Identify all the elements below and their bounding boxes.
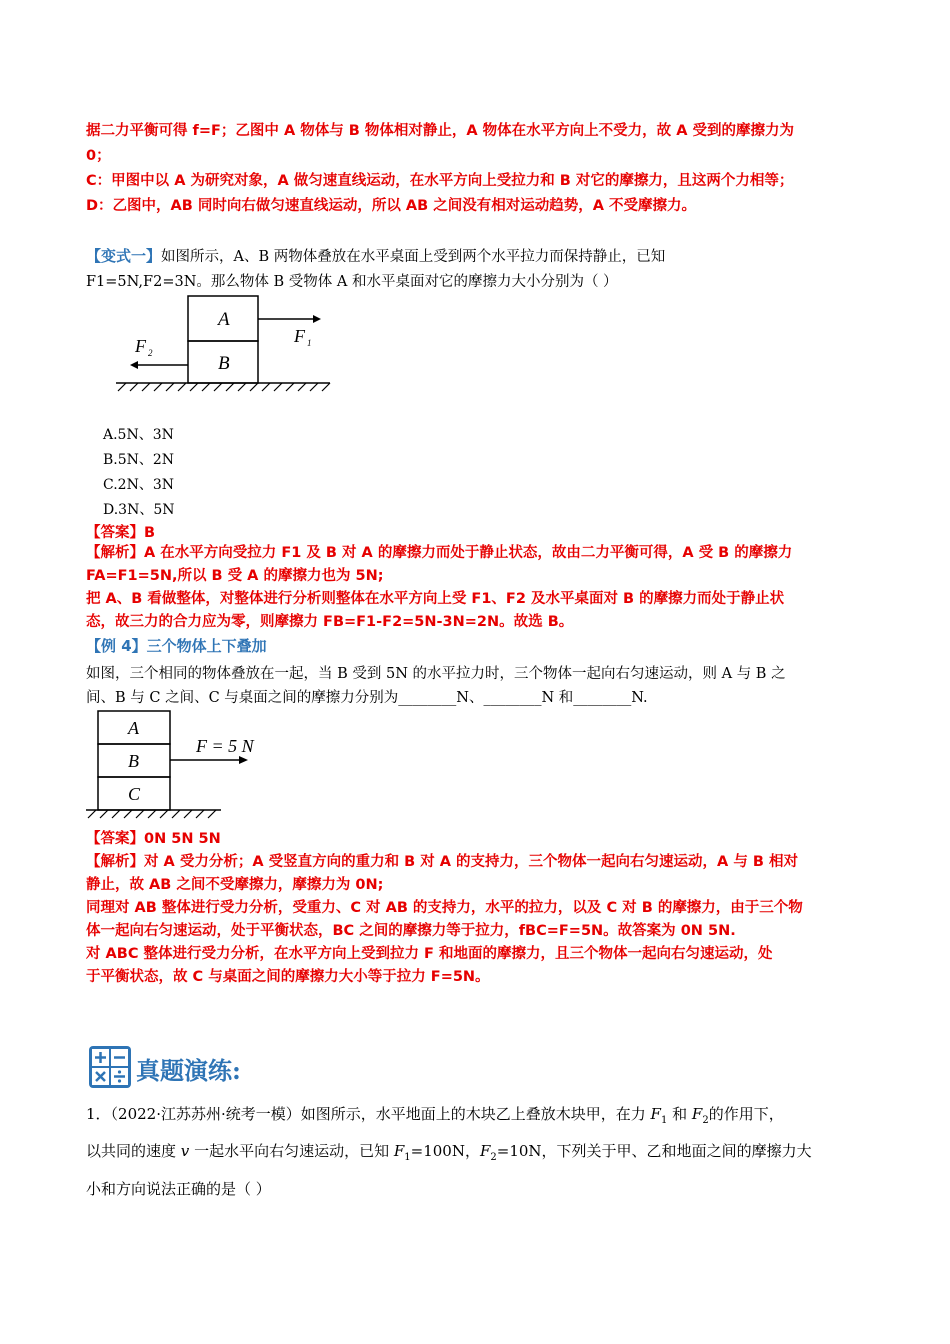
stack-a-label: A xyxy=(128,718,139,738)
example4-analysis-6: 于平衡状态，故 C 与桌面之间的摩擦力大小等于拉力 F=5N。 xyxy=(86,969,490,985)
example4-analysis-1: 【解析】对 A 受力分析；A 受竖直方向的重力和 B 对 A 的支持力，三个物体一起向右匀速运动，A 与 B 相对 xyxy=(86,854,798,870)
variant1-analysis-3: 把 A、B 看做整体，对整体进行分析则整体在水平方向上受 F1、F2 及水平桌面对 B 的摩擦力而处于静止状 xyxy=(86,591,785,607)
stack-b-label: B xyxy=(128,751,139,771)
option-b: B.5N、2N xyxy=(103,452,175,468)
f1-arrowhead xyxy=(313,315,321,323)
example4-figure xyxy=(86,708,266,826)
f2-sub: 2 xyxy=(148,348,153,358)
q1-f2: F xyxy=(691,1105,703,1123)
variant1-line1: 如图所示，A、B 两物体叠放在水平桌面上受到两个水平拉力而保持静止，已知 xyxy=(161,249,666,265)
ground-hatch xyxy=(118,383,330,391)
block-b-label: B xyxy=(218,353,230,374)
q1-text-f: =100N， xyxy=(410,1142,480,1160)
option-c: C.2N、3N xyxy=(103,477,174,493)
example4-analysis-2: 静止，故 AB 之间不受摩擦力，摩擦力为 0N; xyxy=(86,877,384,893)
q1-text-g: =10N，下列关于甲、乙和地面之间的摩擦力大 xyxy=(496,1142,812,1160)
variant1-analysis-2: FA=F1=5N,所以 B 受 A 的摩擦力也为 5N; xyxy=(86,568,384,584)
f1-label: F xyxy=(294,326,305,346)
q1-v: v xyxy=(180,1142,190,1160)
question1-line3: 小和方向说法正确的是（ ） xyxy=(86,1180,271,1198)
q1-text-d: 以共同的速度 xyxy=(86,1142,177,1160)
variant1-figure xyxy=(108,292,348,392)
top-line-3: C：甲图中以 A 为研究对象，A 做匀速直线运动，在水平方向上受拉力和 B 对它的摩擦力，且这两个力相等； xyxy=(86,173,794,189)
q1-text-c: 的作用下， xyxy=(708,1105,784,1123)
example4-tag: 【例 4】三个物体上下叠加 xyxy=(86,637,267,655)
example4-line1: 如图，三个相同的物体叠放在一起，当 B 受到 5N 的水平拉力时，三个物体一起向右匀速运动，则 A 与 B 之 xyxy=(86,666,786,682)
q1-text-e: 一起水平向右匀速运动，已知 xyxy=(194,1142,390,1160)
variant1-tag: 【变式一】 xyxy=(86,247,162,265)
q1-f1-sub: 1 xyxy=(660,1115,668,1126)
stack-c-label: C xyxy=(128,784,141,804)
q1-text-a: 1．（2022·江苏苏州·统考一模）如图所示，水平地面上的木块乙上叠放木块甲，在力 xyxy=(86,1105,646,1123)
question1-line1 xyxy=(86,1103,784,1126)
variant1-answer: 【答案】B xyxy=(86,525,156,541)
example4-line2: 间、B 与 C 之间、C 与桌面之间的摩擦力分别为________N、________N 和________N. xyxy=(86,690,648,706)
q1-text-b: 和 xyxy=(672,1105,688,1123)
table-hatch xyxy=(88,810,216,818)
example4-analysis-4: 体一起向右匀速运动，处于平衡状态，BC 之间的摩擦力等于拉力，fBC=F=5N。故答案为 0N 5N. xyxy=(86,923,736,939)
variant1-analysis-1: 【解析】A 在水平方向受拉力 F1 及 B 对 A 的摩擦力而处于静止状态，故由二力平衡可得，A 受 B 的摩擦力 xyxy=(86,545,793,561)
top-line-2: 0； xyxy=(86,148,111,164)
top-line-4: D：乙图中，AB 同时向右做匀速直线运动，所以 AB 之间没有相对运动趋势，A 不受摩擦力。 xyxy=(86,198,696,214)
option-d: D.3N、5N xyxy=(103,502,175,518)
section-title: 真题演练: xyxy=(136,1056,241,1085)
q1-f1: F xyxy=(650,1105,661,1123)
calculator-icon xyxy=(88,1045,132,1089)
example4-analysis-5: 对 ABC 整体进行受力分析，在水平方向上受到拉力 F 和地面的摩擦力，且三个物体一起向右匀速运动，处 xyxy=(86,946,773,962)
q1-f1b: F xyxy=(393,1142,405,1160)
block-a-label: A xyxy=(218,309,230,330)
q1-f2b: F xyxy=(479,1142,491,1160)
f2-arrowhead xyxy=(130,361,138,369)
pull-force-label: F = 5 N xyxy=(196,736,254,756)
variant1-analysis-4: 态，故三力的合力应为零，则摩擦力 FB=F1-F2=5N-3N=2N。故选 B。 xyxy=(86,614,574,630)
pull-arrowhead xyxy=(239,756,248,764)
q1-f2-sub: 2 xyxy=(702,1115,709,1126)
example4-analysis-3: 同理对 AB 整体进行受力分析，受重力、C 对 AB 的支持力，水平的拉力，以及 C 对 B 的摩擦力，由于三个物 xyxy=(86,900,803,916)
q1-f1b-sub: 1 xyxy=(404,1152,411,1163)
q1-f2b-sub: 2 xyxy=(490,1152,497,1163)
f1-sub: 1 xyxy=(307,338,312,348)
top-line-1: 据二力平衡可得 f=F；乙图中 A 物体与 B 物体相对静止，A 物体在水平方向上不受力，故 A 受到的摩擦力为 xyxy=(86,123,794,139)
variant1-header xyxy=(86,245,665,266)
question1-line2 xyxy=(86,1140,812,1163)
f2-label: F xyxy=(135,336,146,356)
option-a: A.5N、3N xyxy=(103,427,174,443)
variant1-line2: F1=5N,F2=3N。那么物体 B 受物体 A 和水平桌面对它的摩擦力大小分别为（ ） xyxy=(86,274,618,290)
example4-answer: 【答案】0N 5N 5N xyxy=(86,831,221,847)
